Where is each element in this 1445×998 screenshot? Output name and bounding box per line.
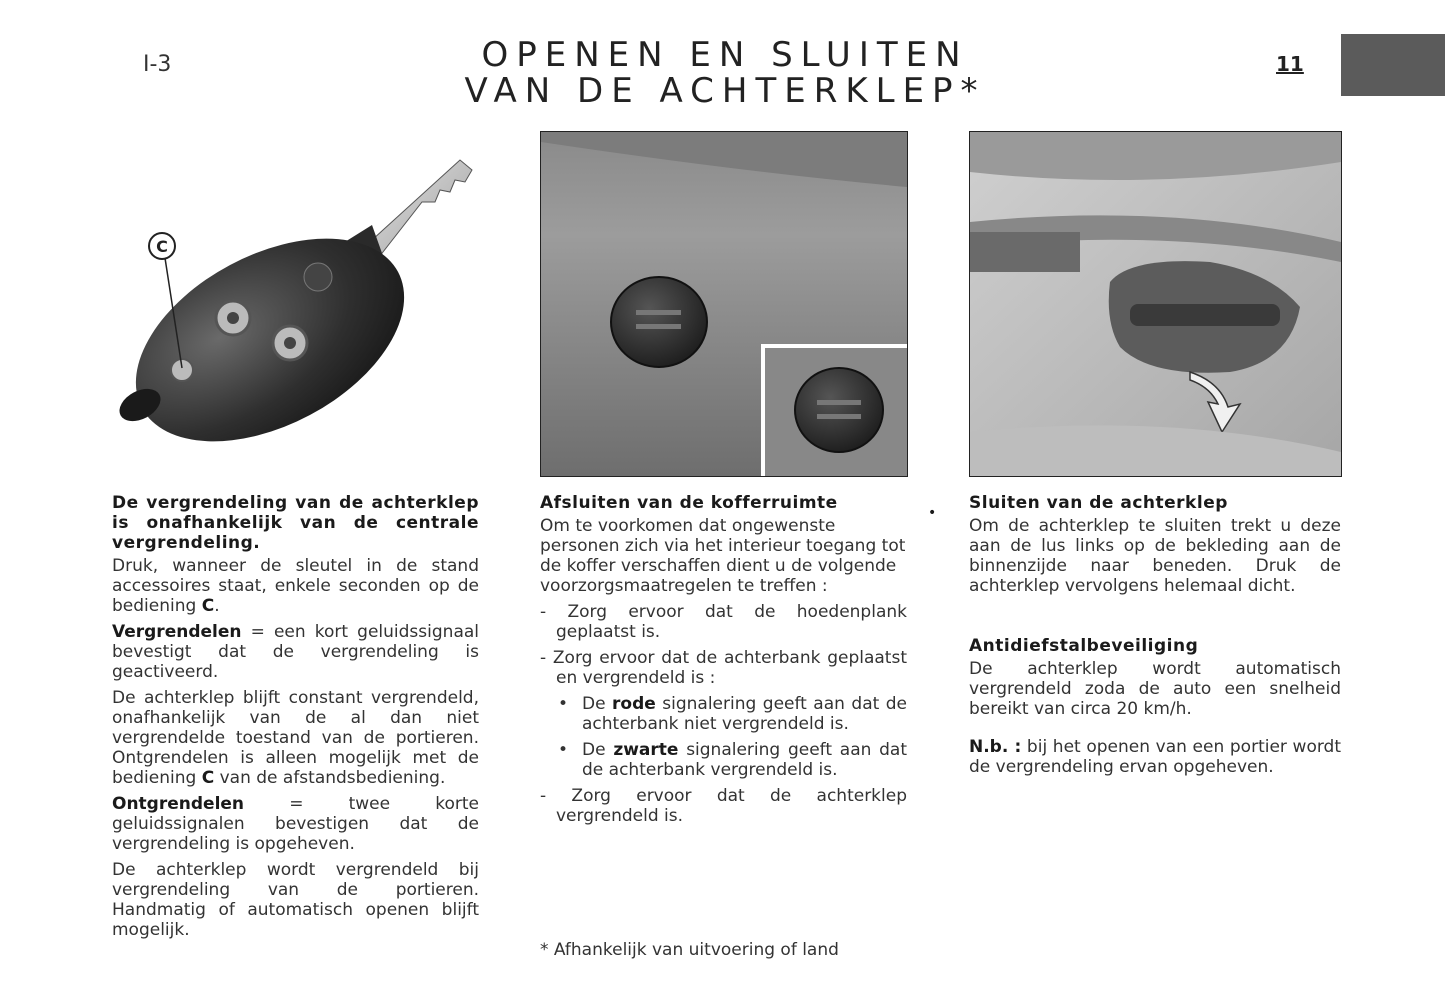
col2-intro: Om te voorkomen dat ongewenste personen zich via het interieur toegang tot de koffer verschaffen dient u de volgende voorzorgsmaatregelen te treffen : xyxy=(540,516,906,596)
parcel-shelf-photo xyxy=(540,131,908,477)
col1-paragraph-unlock: Ontgrendelen = twee korte geluidssignalen bevestigen dat de vergrendeling is opgeheven. xyxy=(112,794,479,854)
col1-paragraph-3: De achterklep blijft constant vergrendeld, onafhankelijk van de al dan niet vergrendelde toestand van de portieren. Ontgrendelen is alleen mogelijk met de bediening C van de afstandsbediening. xyxy=(112,688,479,788)
section-label: I-3 xyxy=(143,52,172,77)
col3-note: N.b. : bij het openen van een portier wordt de vergrendeling ervan opgeheven. xyxy=(969,737,1341,777)
stray-mark: • xyxy=(928,505,937,521)
page-number: 11 xyxy=(1276,52,1304,76)
col1-paragraph-1: Druk, wanneer de sleutel in de stand accessoires staat, enkele seconden op de bediening C. xyxy=(112,556,479,616)
col2-bullet-red: • De rode signalering geeft aan dat de achterbank niet vergrendeld is. xyxy=(558,694,907,734)
col2-item-3: - Zorg ervoor dat de achterklep vergrendeld is. xyxy=(540,786,907,826)
column-tailgate-closing xyxy=(969,493,1341,783)
col3-heading-closing: Sluiten van de achterklep xyxy=(969,493,1228,513)
chapter-tab xyxy=(1341,34,1445,96)
column-boot-securing xyxy=(540,493,907,832)
remote-key-illustration xyxy=(110,150,480,460)
column-remote-locking xyxy=(112,493,479,946)
tailgate-handle-photo xyxy=(969,131,1342,477)
col1-heading: De vergrendeling van de achterklep is onafhankelijk van de centrale vergrendeling. xyxy=(112,493,479,553)
col2-item-2: - Zorg ervoor dat de achterbank geplaatst en vergrendeld is : xyxy=(540,648,907,688)
col2-item-1: - Zorg ervoor dat de hoedenplank geplaatst is. xyxy=(540,602,907,642)
page-title-line2: VAN DE ACHTERKLEP* xyxy=(464,71,986,111)
key-callout-label: C xyxy=(156,237,168,256)
col1-paragraph-lock: Vergrendelen = een kort geluidssignaal bevestigt dat de vergrendeling is geactiveerd. xyxy=(112,622,479,682)
page-title-line1: OPENEN EN SLUITEN xyxy=(481,35,969,75)
col2-heading: Afsluiten van de kofferruimte xyxy=(540,493,838,513)
col2-bullet-black: • De zwarte signalering geeft aan dat de achterbank vergrendeld is. xyxy=(558,740,908,780)
footnote: * Afhankelijk van uitvoering of land xyxy=(540,940,839,960)
col3-paragraph-antitheft: De achterklep wordt automatisch vergrendeld zoda de auto een snelheid bereikt van circa 20 km/h. xyxy=(969,659,1341,719)
col3-paragraph-closing: Om de achterklep te sluiten trekt u deze aan de lus links op de bekleding aan de binnenzijde naar beneden. Druk de achterklep vervolgens helemaal dicht. xyxy=(969,516,1341,596)
col3-heading-antitheft: Antidiefstalbeveiliging xyxy=(969,636,1199,656)
col1-paragraph-5: De achterklep wordt vergrendeld bij vergrendeling van de portieren. Handmatig of automatisch openen blijft mogelijk. xyxy=(112,860,479,940)
